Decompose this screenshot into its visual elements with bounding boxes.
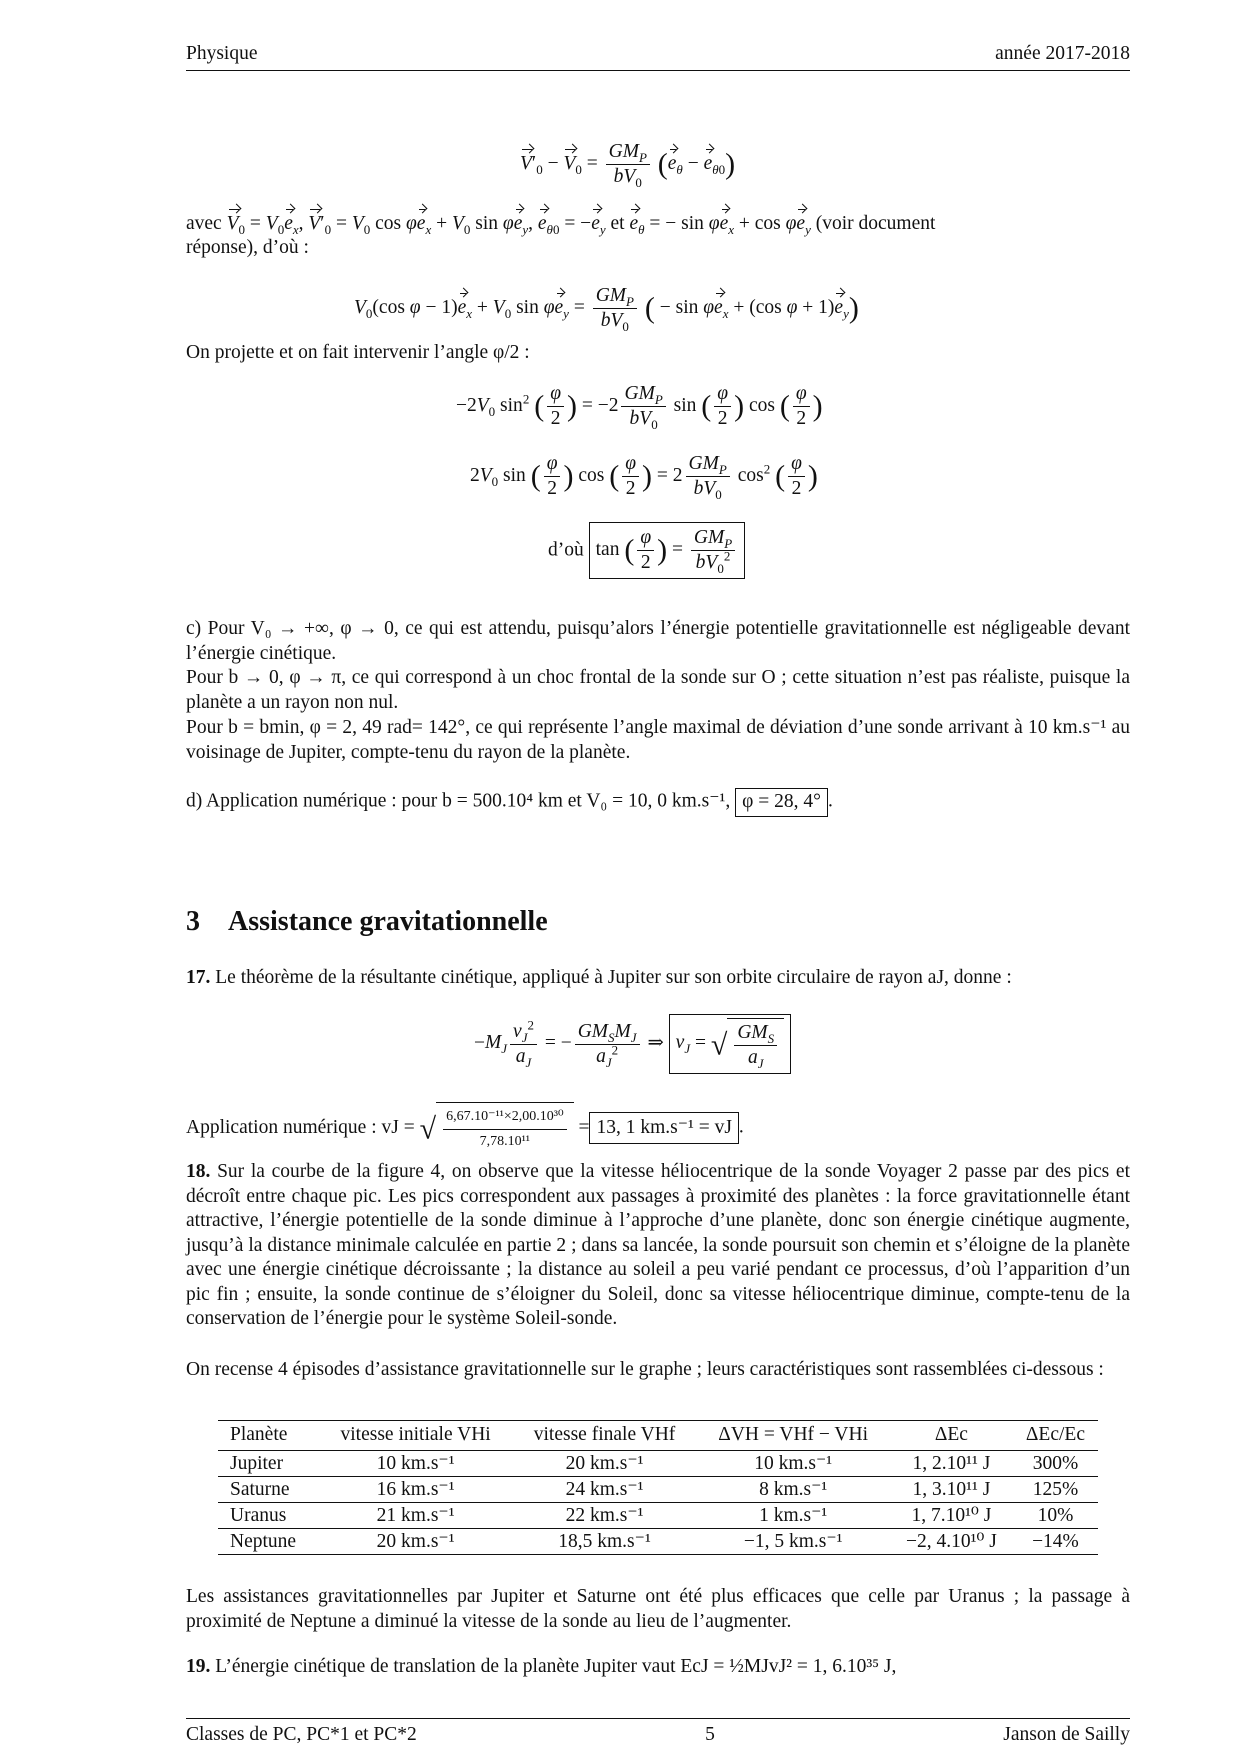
table-cell: 22 km.s⁻¹ xyxy=(513,1502,697,1528)
equation-delta-v: $V'_0 - V_0$ = $\frac{GM_P}{bV_0}$ $(e_\theta - e_{\theta 0})$ xyxy=(520,141,736,190)
table-cell: 21 km.s⁻¹ xyxy=(319,1502,513,1528)
an-result-box: 13, 1 km.s⁻¹ = vJ xyxy=(589,1112,738,1145)
paragraph-c2: Pour b → 0, φ → π, ce qui correspond à un choc frontal de la sonde sur O ; cette situation n’est pas réaliste, puisque la planète a un rayon non nul. xyxy=(186,667,1130,713)
equation-projection: $V_0(\cos$ $\varphi - 1)e_x + V_0$ $\sin \varphi e_y$ = $\frac{GM_P}{bV_0}$ ( − $\sin \varphi e_x + (\cos$ $\varphi + 1)e_y$) xyxy=(354,285,859,334)
projette-line: On projette et on fait intervenir l’angle φ/2 : xyxy=(186,342,530,363)
an-denominator: 7,78.10¹¹ xyxy=(479,1134,531,1149)
page-number: 5 xyxy=(705,1724,715,1745)
paragraph-c1: c) Pour V₀ → +∞, φ → 0, ce qui est attendu, puisqu’alors l’énergie potentielle gravitationnelle est négligeable devant l’énergie cinétique. xyxy=(186,618,1130,664)
table-cell: 125% xyxy=(1013,1476,1098,1502)
table-row xyxy=(218,1450,1098,1476)
table-row xyxy=(218,1528,1098,1554)
equation-sin-half: $-2V_0$ $\sin^2$ ( $\frac{\varphi}{2}$ ) = −2 $\frac{GM_P}{bV_0}$ sin ( $\frac{\varphi}{2}$ ) cos ( $\frac{\varphi}{2}$ ) xyxy=(456,383,823,432)
table-row xyxy=(218,1502,1098,1528)
section-number: 3 xyxy=(186,906,200,937)
table-header-row xyxy=(218,1421,1098,1451)
table-cell: 10 km.s⁻¹ xyxy=(696,1450,890,1476)
table-cell: 10 km.s⁻¹ xyxy=(319,1450,513,1476)
footer-school: Janson de Sailly xyxy=(1003,1724,1130,1745)
header-subject: Physique xyxy=(186,43,258,64)
paragraph-c3: Pour b = bmin, φ = 2, 49 rad= 142°, ce qui représente l’angle maximal de déviation d’une sonde arrivant à 10 km.s⁻¹ au voisinage de Jupiter, compte-tenu du rayon de la planète. xyxy=(186,717,1130,763)
question-17: 17. Le théorème de la résultante cinétique, appliqué à Jupiter sur son orbite circulaire de rayon aJ, donne : xyxy=(186,967,1012,988)
table-cell: 24 km.s⁻¹ xyxy=(513,1476,697,1502)
table-cell: 10% xyxy=(1013,1502,1098,1528)
reponse-line: réponse), d’où : xyxy=(186,237,309,258)
col-header: Planète xyxy=(218,1421,319,1451)
paragraph-d: d) Application numérique : pour b = 500.10⁴ km et V₀ = 10, 0 km.s⁻¹, φ = 28, 4° . xyxy=(186,788,833,817)
an-numerator: 6,67.10⁻¹¹×2,00.10³⁰ xyxy=(443,1105,567,1130)
table-cell: −14% xyxy=(1013,1528,1098,1554)
question-18: 18. Sur la courbe de la figure 4, on observe que la vitesse héliocentrique de la sonde Voyager 2 passe par des pics et décroît entre chaque pic. Les pics correspondent aux passages à proximité des planètes : la force gravitationnelle étant attractive, l’énergie potentielle de la sonde diminue à l’approche d’une planète, donc son énergie cinétique augmente, jusqu’à la distance minimale calculée en partie 2 ; dans sa lancée, la sonde poursuit son chemin et s’éloigne de la planète avec une énergie cinétique décroissante ; la distance au soleil a peu varié pendant ce processus, d’où l’apparition d’un pic fin ; ensuite, la sonde continue de s’éloigner du Soleil, donc sa vitesse héliocentrique diminue, compte-tenu de la conservation de l’énergie pour le système Soleil-sonde. xyxy=(186,1161,1130,1329)
table-cell: 18,5 km.s⁻¹ xyxy=(513,1528,697,1554)
table-cell: Uranus xyxy=(218,1502,319,1528)
table-cell: Saturne xyxy=(218,1476,319,1502)
equation-jupiter-speed: $-M_J$ $\frac{v_J^2}{a_J}$ = − $\frac{GM_SM_J}{a_J^2}$ ⇒ $v_J$ = √ $\frac{GM_S}{a_J}$ xyxy=(474,1014,791,1074)
after-table-paragraph: Les assistances gravitationnelles par Jupiter et Saturne ont été plus efficaces que celle par Uranus ; la passage à proximité de Neptune a diminué la vitesse de la sonde au lieu de l’augmenter. xyxy=(186,1586,1130,1632)
table-cell: Jupiter xyxy=(218,1450,319,1476)
col-header: ΔEc xyxy=(890,1421,1013,1451)
table-cell: 1, 7.10¹⁰ J xyxy=(890,1502,1013,1528)
page-footer xyxy=(186,1718,1130,1748)
table-cell: 1 km.s⁻¹ xyxy=(696,1502,890,1528)
table-cell: 1, 3.10¹¹ J xyxy=(890,1476,1013,1502)
equation-tan-result: d’où tan ( $\frac{\varphi}{2}$ ) = $\frac{GM_P}{bV_0^2}$ xyxy=(548,522,745,579)
table-cell: 300% xyxy=(1013,1450,1098,1476)
d-result-box: φ = 28, 4° xyxy=(735,788,828,817)
table-cell: −2, 4.10¹⁰ J xyxy=(890,1528,1013,1554)
table-cell: −1, 5 km.s⁻¹ xyxy=(696,1528,890,1554)
assistance-table xyxy=(218,1420,1098,1555)
question-19: 19. L’énergie cinétique de translation de la planète Jupiter vaut EcJ = ½MJvJ² = 1, 6.10³⁵ J, xyxy=(186,1656,897,1677)
question-18-summary: On recense 4 épisodes d’assistance gravitationnelle sur le graphe ; leurs caractéristiques sont rassemblées ci-dessous : xyxy=(186,1359,1104,1380)
section-heading xyxy=(186,906,548,937)
application-numerique: Application numérique : vJ = √ $\frac{\text{6,67.10⁻¹¹×2,00.10³⁰}}{\text{7,78.10¹¹}}$ = 13, 1 km.s⁻¹ = vJ . xyxy=(186,1102,744,1154)
equation-cos-half: $2V_0$ sin ( $\frac{\varphi}{2}$ ) cos ( $\frac{\varphi}{2}$ ) = 2 $\frac{GM_P}{bV_0}$ $\cos^2$ ( $\frac{\varphi}{2}$ ) xyxy=(470,453,818,502)
col-header: ΔEc/Ec xyxy=(1013,1421,1098,1451)
table-cell: 1, 2.10¹¹ J xyxy=(890,1450,1013,1476)
table-cell: 8 km.s⁻¹ xyxy=(696,1476,890,1502)
table-cell: 20 km.s⁻¹ xyxy=(513,1450,697,1476)
table-cell: 20 km.s⁻¹ xyxy=(319,1528,513,1554)
table-row xyxy=(218,1476,1098,1502)
col-header: vitesse initiale VHi xyxy=(319,1421,513,1451)
page-header xyxy=(186,42,1130,71)
avec-line: avec $V_0 = V_0e_x$, $V'_0 = V_0$ $\cos \varphi e_x + V_0$ $\sin \varphi e_y$, $e_{\theta 0} = -e_y$ et $e_\theta$ = − $\sin \varphi e_x + \cos \varphi e_y$ (voir document xyxy=(186,213,936,237)
footer-classes: Classes de PC, PC*1 et PC*2 xyxy=(186,1724,417,1745)
table-cell: 16 km.s⁻¹ xyxy=(319,1476,513,1502)
table-cell: Neptune xyxy=(218,1528,319,1554)
section-title: Assistance gravitationnelle xyxy=(228,906,548,937)
header-year: année 2017-2018 xyxy=(995,43,1130,64)
col-header: ΔVH = VHf − VHi xyxy=(696,1421,890,1451)
col-header: vitesse finale VHf xyxy=(513,1421,697,1451)
